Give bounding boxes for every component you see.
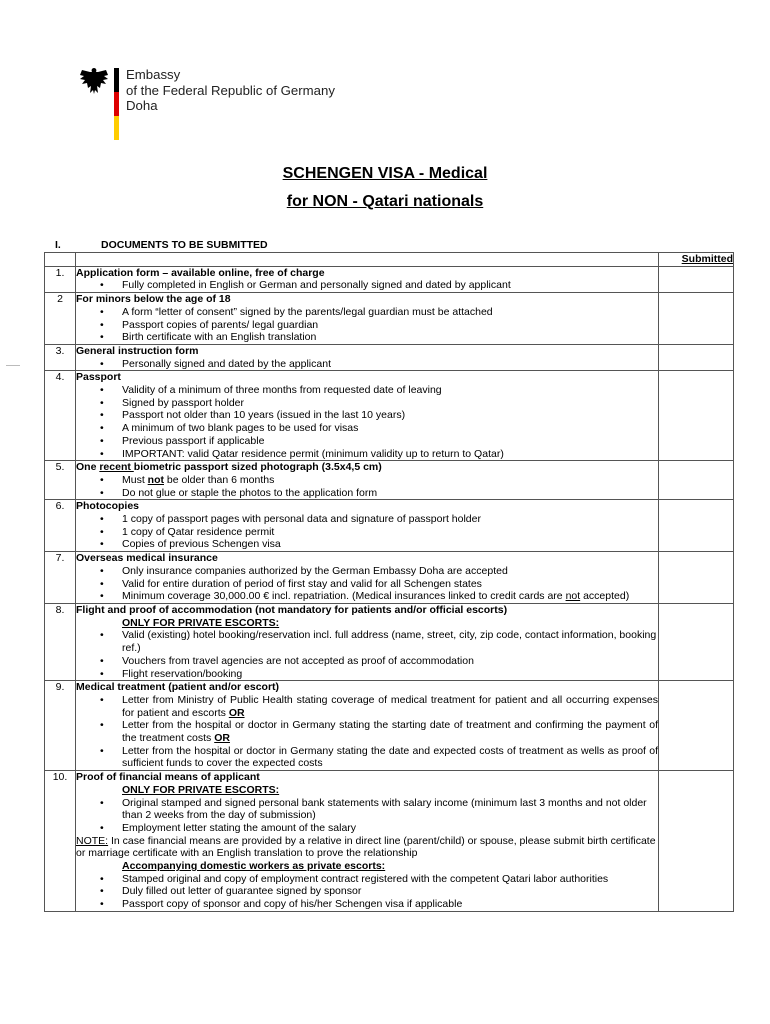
- list-item: • Signed by passport holder: [76, 397, 658, 410]
- list-item: • Birth certificate with an English translation: [76, 331, 658, 344]
- submitted-checkbox[interactable]: [659, 293, 734, 345]
- list-item: • Valid (existing) hotel booking/reservation incl. full address (name, street, city, zip code, contact information, booking ref.): [76, 629, 658, 654]
- documents-table: [44, 252, 734, 912]
- table-row: 2 For minors below the age of 18 • A form “letter of consent” signed by the parents/legal guardian must be attached • Passport copies of parents/ legal guardian • Birth certificate with an English translation: [45, 293, 734, 345]
- list-item: • Letter from the hospital or doctor in Germany stating the date and expected costs of treatment as wells as proof of sufficient funds to cover the expected costs: [76, 745, 658, 770]
- item-title: Application form – available online, free of charge: [76, 266, 325, 279]
- table-row: 7. Overseas medical insurance • Only insurance companies authorized by the German Embassy Doha are accepted • Valid for entire duration of period of first stay and valid for all Schengen states • Minimum coverage 30,000.00 € incl. repatriation. (Medical insurances linked to credit cards are not accepted): [45, 552, 734, 604]
- list-item: • A minimum of two blank pages to be used for visas: [76, 422, 658, 435]
- list-item: • Flight reservation/booking: [76, 668, 658, 681]
- document-subtitle: for NON - Qatari nationals: [286, 193, 484, 210]
- embassy-name: Embassy of the Federal Republic of Germany Doha: [126, 67, 335, 113]
- submitted-checkbox[interactable]: [659, 771, 734, 912]
- item-title: Passport: [76, 371, 121, 384]
- submitted-checkbox[interactable]: [659, 603, 734, 680]
- list-item: • Passport copies of parents/ legal guardian: [76, 319, 658, 332]
- list-item: • Validity of a minimum of three months from requested date of leaving: [76, 384, 658, 397]
- submitted-checkbox[interactable]: [659, 371, 734, 461]
- list-item: • Previous passport if applicable: [76, 435, 658, 448]
- item-title: Photocopies: [76, 500, 140, 513]
- list-item: • Passport copy of sponsor and copy of his/her Schengen visa if applicable: [76, 898, 658, 911]
- list-item: • Employment letter stating the amount of the salary: [76, 822, 658, 835]
- list-item: • Letter from the hospital or doctor in Germany stating the starting date of treatment and confirming the payment of the treatment costs OR: [76, 719, 658, 744]
- list-item: • Vouchers from travel agencies are not accepted as proof of accommodation: [76, 655, 658, 668]
- table-row: 9. Medical treatment (patient and/or escort) • Letter from Ministry of Public Health stating coverage of medical treatment for patient and all occurring expenses for patient and escorts OR • Letter from the hospital or doctor in Germany stating the starting date of treatment and confirming the payment of the treatment costs OR • Letter from the hospital or doctor in Germany stating the date and expected costs of treatment as wells as proof of sufficient funds to cover the expected costs: [45, 681, 734, 771]
- item-title: General instruction form: [76, 344, 199, 357]
- item-title: For minors below the age of 18: [76, 293, 231, 306]
- submitted-checkbox[interactable]: [659, 461, 734, 500]
- list-item: • Duly filled out letter of guarantee signed by sponsor: [76, 885, 658, 898]
- document-title: SCHENGEN VISA - Medical: [282, 165, 488, 182]
- item-title: Medical treatment (patient and/or escort): [76, 681, 280, 694]
- submitted-checkbox[interactable]: [659, 344, 734, 370]
- table-row: 10. Proof of financial means of applicant ONLY FOR PRIVATE ESCORTS: • Original stamped and signed personal bank statements with salary income (minimum last 3 months and not older than 2 weeks from the day of submission) • Employment letter stating the amount of the salary NOTE: In case financial means are provided by a relative in direct line (parent/child) or spouse, please submit birth certificate or marriage certificate with an English translation to prove the relationship Accompanying domestic workers as private escorts: • Stamped original and copy of employment contract registered with the competent Qatari labor authorities • Duly filled out letter of guarantee signed by sponsor • Passport copy of sponsor and copy of his/her Schengen visa if applicable: [45, 771, 734, 912]
- list-item: • Letter from Ministry of Public Health stating coverage of medical treatment for patient and all occurring expenses for patient and escorts OR: [76, 694, 658, 719]
- item-title: Flight and proof of accommodation (not mandatory for patients and/or official escorts): [76, 603, 508, 616]
- list-item: • Must not be older than 6 months: [76, 474, 658, 487]
- list-item: • Only insurance companies authorized by the German Embassy Doha are accepted: [76, 565, 658, 578]
- list-item: • Stamped original and copy of employment contract registered with the competent Qatari labor authorities: [76, 873, 658, 886]
- list-item: • Passport not older than 10 years (issued in the last 10 years): [76, 409, 658, 422]
- table-row: 5. One recent biometric passport sized photograph (3.5x4,5 cm) • Must not be older than 6 months • Do not glue or staple the photos to the application form: [45, 461, 734, 500]
- table-row: 1. Application form – available online, free of charge • Fully completed in English or German and personally signed and dated by applicant: [45, 266, 734, 292]
- item-title: Proof of financial means of applicant: [76, 771, 260, 784]
- margin-mark: [6, 365, 20, 366]
- list-item: • Minimum coverage 30,000.00 € incl. repatriation. (Medical insurances linked to credit cards are not accepted): [76, 590, 658, 603]
- table-row: 6. Photocopies • 1 copy of passport pages with personal data and signature of passport holder • 1 copy of Qatar residence permit • Copies of previous Schengen visa: [45, 500, 734, 552]
- item-title: Overseas medical insurance: [76, 552, 218, 565]
- item-title: One recent biometric passport sized photograph (3.5x4,5 cm): [76, 461, 382, 474]
- federal-eagle-icon: [78, 66, 110, 96]
- submitted-checkbox[interactable]: [659, 500, 734, 552]
- table-row: 8. Flight and proof of accommodation (not mandatory for patients and/or official escorts) ONLY FOR PRIVATE ESCORTS: • Valid (existing) hotel booking/reservation incl. full address (name, street, city, zip code, contact information, booking ref.) • Vouchers from travel agencies are not accepted as proof of accommodation • Flight reservation/booking: [45, 603, 734, 680]
- list-item: • Do not glue or staple the photos to the application form: [76, 487, 658, 500]
- submitted-checkbox[interactable]: [659, 552, 734, 604]
- list-item: • Valid for entire duration of period of first stay and valid for all Schengen states: [76, 578, 658, 591]
- table-header-row: [45, 253, 734, 267]
- list-item: • Original stamped and signed personal bank statements with salary income (minimum last 3 months and not older than 2 weeks from the day of submission): [76, 797, 658, 822]
- list-item: • Personally signed and dated by the applicant: [76, 358, 658, 371]
- submitted-header: Submitted: [659, 253, 734, 267]
- submitted-checkbox[interactable]: [659, 266, 734, 292]
- section-heading: I. DOCUMENTS TO BE SUBMITTED: [55, 239, 268, 251]
- list-item: • 1 copy of Qatar residence permit: [76, 526, 658, 539]
- submitted-checkbox[interactable]: [659, 681, 734, 771]
- list-item: • A form “letter of consent” signed by the parents/legal guardian must be attached: [76, 306, 658, 319]
- table-row: 4. Passport • Validity of a minimum of three months from requested date of leaving • Signed by passport holder • Passport not older than 10 years (issued in the last 10 years) • A minimum of two blank pages to be used for visas • Previous passport if applicable • IMPORTANT: valid Qatar residence permit (minimum validity up to return to Qatar): [45, 371, 734, 461]
- list-item: • Fully completed in English or German and personally signed and dated by applicant: [76, 279, 658, 292]
- list-item: • IMPORTANT: valid Qatar residence permit (minimum validity up to return to Qatar): [76, 448, 658, 461]
- table-row: 3. General instruction form • Personally signed and dated by the applicant: [45, 344, 734, 370]
- list-item: • 1 copy of passport pages with personal data and signature of passport holder: [76, 513, 658, 526]
- german-flag-bar: [114, 68, 119, 140]
- list-item: • Copies of previous Schengen visa: [76, 538, 658, 551]
